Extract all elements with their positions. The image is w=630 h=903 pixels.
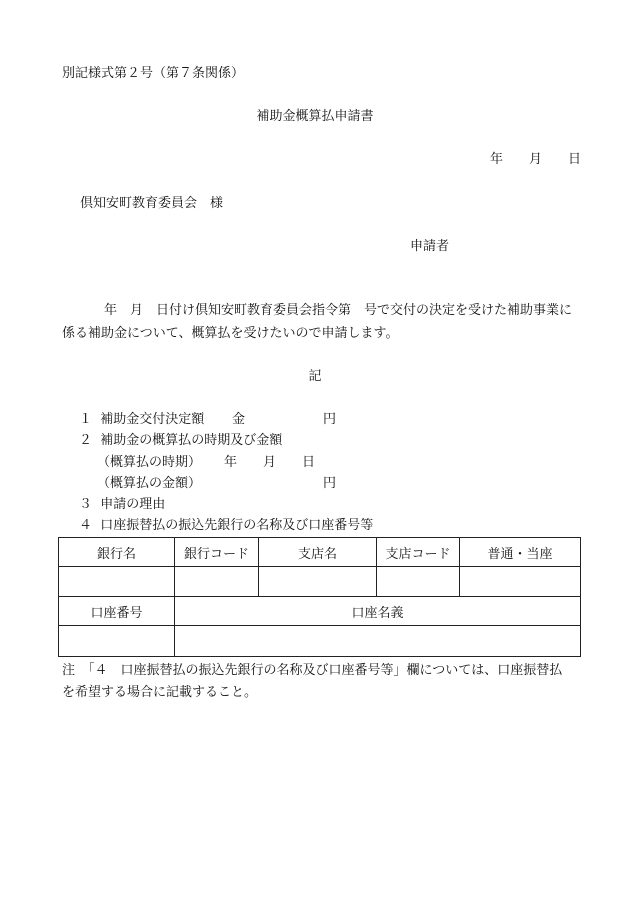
- branch-name-cell[interactable]: [259, 567, 377, 597]
- item-2-timing-label: （概算払の時期）: [97, 455, 202, 470]
- body-text-line-1: 年 月 日付け倶知安町教育委員会指令第 号で交付の決定を受けた補助事業に: [104, 303, 573, 318]
- form-label: 別記様式第２号（第７条関係）: [62, 66, 245, 81]
- table-row: [59, 626, 581, 657]
- date-line: 年 月 日: [490, 152, 582, 167]
- branch-code-cell[interactable]: [377, 567, 460, 597]
- ki-heading: 記: [308, 369, 322, 384]
- item-2-amount-label: （概算払の金額）: [97, 476, 202, 491]
- account-number-cell[interactable]: [59, 626, 175, 657]
- account-holder-cell[interactable]: [175, 626, 581, 657]
- item-3-label: ３ 申請の理由: [79, 497, 166, 512]
- account-holder-header: 口座名義: [175, 597, 581, 626]
- item-4-label: ４ 口座振替払の振込先銀行の名称及び口座番号等: [79, 518, 374, 533]
- addressee: 倶知安町教育委員会 様: [80, 196, 224, 211]
- account-number-header: 口座番号: [59, 597, 175, 626]
- account-type-header: 普通・当座: [460, 538, 581, 567]
- item-2-label: ２ 補助金の概算払の時期及び金額: [79, 433, 283, 448]
- note-line-2: を希望する場合に記載すること。: [62, 685, 258, 700]
- table-header-row: [59, 538, 581, 567]
- body-text-line-2: 係る補助金について、概算払を受けたいので申請します。: [62, 326, 399, 341]
- table-row: [59, 567, 581, 597]
- item-1-yen: 円: [323, 412, 337, 427]
- account-type-cell[interactable]: [460, 567, 581, 597]
- applicant-label: 申請者: [410, 239, 450, 254]
- bank-account-table: [58, 537, 581, 657]
- item-2-amount-yen: 円: [323, 476, 337, 491]
- table-header-row: [59, 597, 581, 626]
- item-1-kin: 金: [232, 412, 246, 427]
- item-2-timing-date: 年 月 日: [224, 455, 316, 470]
- document-title: 補助金概算払申請書: [256, 109, 374, 124]
- branch-name-header: 支店名: [259, 538, 377, 567]
- branch-code-header: 支店コード: [377, 538, 460, 567]
- bank-name-header: 銀行名: [59, 538, 175, 567]
- note-line-1: 注 「４ 口座振替払の振込先銀行の名称及び口座番号等」欄については、口座振替払: [62, 663, 563, 678]
- bank-name-cell[interactable]: [59, 567, 175, 597]
- item-1-label: １ 補助金交付決定額: [79, 412, 205, 427]
- bank-code-cell[interactable]: [175, 567, 259, 597]
- bank-code-header: 銀行コード: [175, 538, 259, 567]
